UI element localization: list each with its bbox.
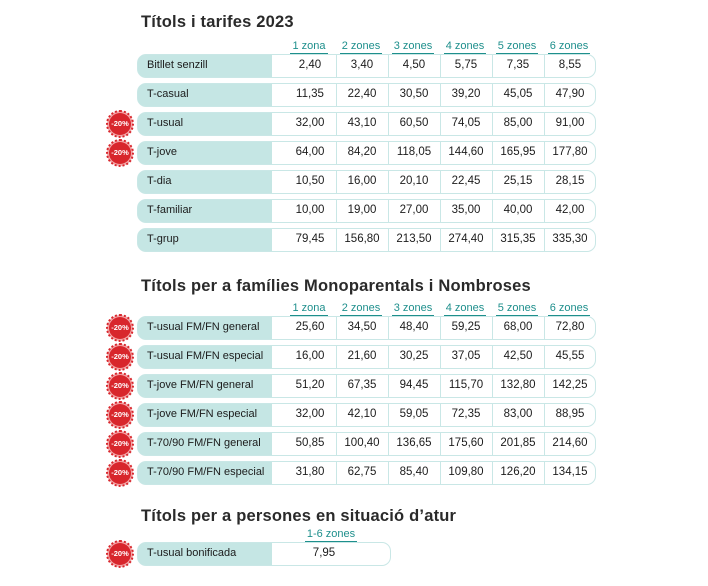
discount-badge-icon: -20% — [109, 433, 131, 455]
row-value: 84,20 — [347, 146, 377, 158]
row-value: 4,50 — [402, 59, 426, 71]
row-value: 22,40 — [347, 88, 377, 100]
row-value: 39,20 — [451, 88, 481, 100]
table-row — [137, 228, 596, 252]
row-value: 62,75 — [347, 466, 377, 478]
zone-header: 2 zones — [341, 302, 381, 314]
row-label: T-70/90 FM/FN general — [138, 433, 272, 455]
zone-header: 4 zones — [445, 302, 485, 314]
zone-header: 1 zona — [292, 40, 326, 52]
row-value: 51,20 — [295, 379, 325, 391]
row-value: 21,60 — [347, 350, 377, 362]
row-value: 7,95 — [312, 547, 336, 559]
table-row — [137, 316, 596, 340]
row-value: 37,05 — [451, 350, 481, 362]
table-row — [137, 141, 596, 165]
row-label: Bitllet senzill — [138, 55, 272, 77]
row-label: T-jove — [138, 142, 272, 164]
row-value: 115,70 — [448, 379, 484, 391]
row-value: 68,00 — [503, 321, 533, 333]
row-value: 42,50 — [503, 350, 533, 362]
section-title-tarifes: Títols i tarifes 2023 — [141, 13, 294, 31]
zone-header: 4 zones — [445, 40, 485, 52]
row-value: 45,05 — [503, 88, 533, 100]
row-value: 7,35 — [506, 59, 530, 71]
row-value: 45,55 — [555, 350, 585, 362]
row-value: 91,00 — [555, 117, 585, 129]
zone-header: 5 zones — [497, 302, 537, 314]
row-label: T-usual FM/FN general — [138, 317, 272, 339]
row-value: 85,00 — [503, 117, 533, 129]
section-title-atur: Títols per a persones en situació d’atur — [141, 507, 457, 525]
row-value: 31,80 — [295, 466, 325, 478]
row-label: T-jove FM/FN especial — [138, 404, 272, 426]
discount-badge-icon: -20% — [109, 142, 131, 164]
row-value: 335,30 — [552, 233, 588, 245]
discount-badge-icon: -20% — [109, 317, 131, 339]
row-value: 10,50 — [295, 175, 325, 187]
row-value: 72,35 — [451, 408, 481, 420]
table-row — [137, 170, 596, 194]
row-value: 16,00 — [295, 350, 325, 362]
row-value: 28,15 — [555, 175, 585, 187]
row-value: 5,75 — [454, 59, 478, 71]
table-row — [137, 403, 596, 427]
row-value: 94,45 — [399, 379, 429, 391]
row-value: 126,20 — [500, 466, 536, 478]
zone-header: 3 zones — [393, 40, 433, 52]
row-value: 83,00 — [503, 408, 533, 420]
row-value: 2,40 — [298, 59, 322, 71]
row-value: 134,15 — [552, 466, 588, 478]
row-value: 165,95 — [500, 146, 536, 158]
zone-header: 3 zones — [393, 302, 433, 314]
row-value: 27,00 — [399, 204, 429, 216]
row-value: 43,10 — [347, 117, 377, 129]
row-value: 50,85 — [295, 437, 325, 449]
row-label: T-70/90 FM/FN especial — [138, 462, 272, 484]
row-value: 22,45 — [451, 175, 481, 187]
row-value: 88,95 — [555, 408, 585, 420]
row-value: 20,10 — [399, 175, 429, 187]
row-label: T-casual — [138, 84, 272, 106]
row-value: 79,45 — [295, 233, 325, 245]
row-value: 132,80 — [500, 379, 536, 391]
row-value: 136,65 — [396, 437, 432, 449]
row-value: 177,80 — [552, 146, 588, 158]
row-value: 315,35 — [500, 233, 536, 245]
row-value: 32,00 — [295, 117, 325, 129]
row-value: 30,50 — [399, 88, 429, 100]
table-row — [137, 54, 596, 78]
row-value: 16,00 — [347, 175, 377, 187]
row-label: T-dia — [138, 171, 272, 193]
row-value: 35,00 — [451, 204, 481, 216]
row-value: 72,80 — [555, 321, 585, 333]
row-label: T-jove FM/FN general — [138, 375, 272, 397]
row-value: 156,80 — [344, 233, 380, 245]
zone-header: 6 zones — [549, 40, 589, 52]
discount-badge-icon: -20% — [109, 375, 131, 397]
discount-badge-icon: -20% — [109, 462, 131, 484]
row-label: T-usual — [138, 113, 272, 135]
table-row — [137, 461, 596, 485]
row-value: 142,25 — [552, 379, 588, 391]
row-value: 47,90 — [555, 88, 585, 100]
zone-header: 2 zones — [341, 40, 381, 52]
row-value: 201,85 — [500, 437, 536, 449]
zone-header-1-6: 1-6 zones — [306, 528, 356, 540]
row-value: 34,50 — [347, 321, 377, 333]
row-value: 274,40 — [448, 233, 484, 245]
row-value: 109,80 — [448, 466, 484, 478]
row-value: 10,00 — [295, 204, 325, 216]
discount-badge-icon: -20% — [109, 404, 131, 426]
row-label: T-usual FM/FN especial — [138, 346, 272, 368]
row-value: 59,25 — [451, 321, 481, 333]
row-value: 25,60 — [295, 321, 325, 333]
discount-badge-icon: -20% — [109, 543, 131, 565]
row-value: 25,15 — [503, 175, 533, 187]
row-value: 213,50 — [396, 233, 432, 245]
row-value: 42,00 — [555, 204, 585, 216]
table-row — [137, 542, 391, 566]
row-value: 11,35 — [296, 88, 324, 100]
table-row — [137, 374, 596, 398]
row-value: 48,40 — [399, 321, 429, 333]
row-label: T-familiar — [138, 200, 272, 222]
row-value: 59,05 — [399, 408, 429, 420]
row-value: 74,05 — [451, 117, 481, 129]
row-value: 40,00 — [503, 204, 533, 216]
table-row — [137, 432, 596, 456]
row-label: T-usual bonificada — [138, 543, 272, 565]
discount-badge-icon: -20% — [109, 346, 131, 368]
table-row — [137, 345, 596, 369]
row-value: 60,50 — [399, 117, 429, 129]
table-row — [137, 199, 596, 223]
row-value: 118,05 — [396, 146, 432, 158]
row-value: 3,40 — [350, 59, 374, 71]
row-value: 67,35 — [347, 379, 377, 391]
zone-header: 1 zona — [292, 302, 326, 314]
row-value: 214,60 — [552, 437, 588, 449]
section-title-families: Títols per a famílies Monoparentals i Nombroses — [141, 277, 531, 295]
row-value: 64,00 — [295, 146, 325, 158]
row-value: 32,00 — [295, 408, 325, 420]
zone-header: 6 zones — [549, 302, 589, 314]
zone-header: 5 zones — [497, 40, 537, 52]
row-value: 85,40 — [399, 466, 429, 478]
row-label: T-grup — [138, 229, 272, 251]
table-row — [137, 112, 596, 136]
row-value: 30,25 — [399, 350, 429, 362]
row-value: 19,00 — [347, 204, 377, 216]
row-value: 144,60 — [448, 146, 484, 158]
row-value: 42,10 — [347, 408, 377, 420]
row-value: 8,55 — [558, 59, 582, 71]
discount-badge-icon: -20% — [109, 113, 131, 135]
row-value: 175,60 — [448, 437, 484, 449]
table-row — [137, 83, 596, 107]
row-value: 100,40 — [344, 437, 380, 449]
